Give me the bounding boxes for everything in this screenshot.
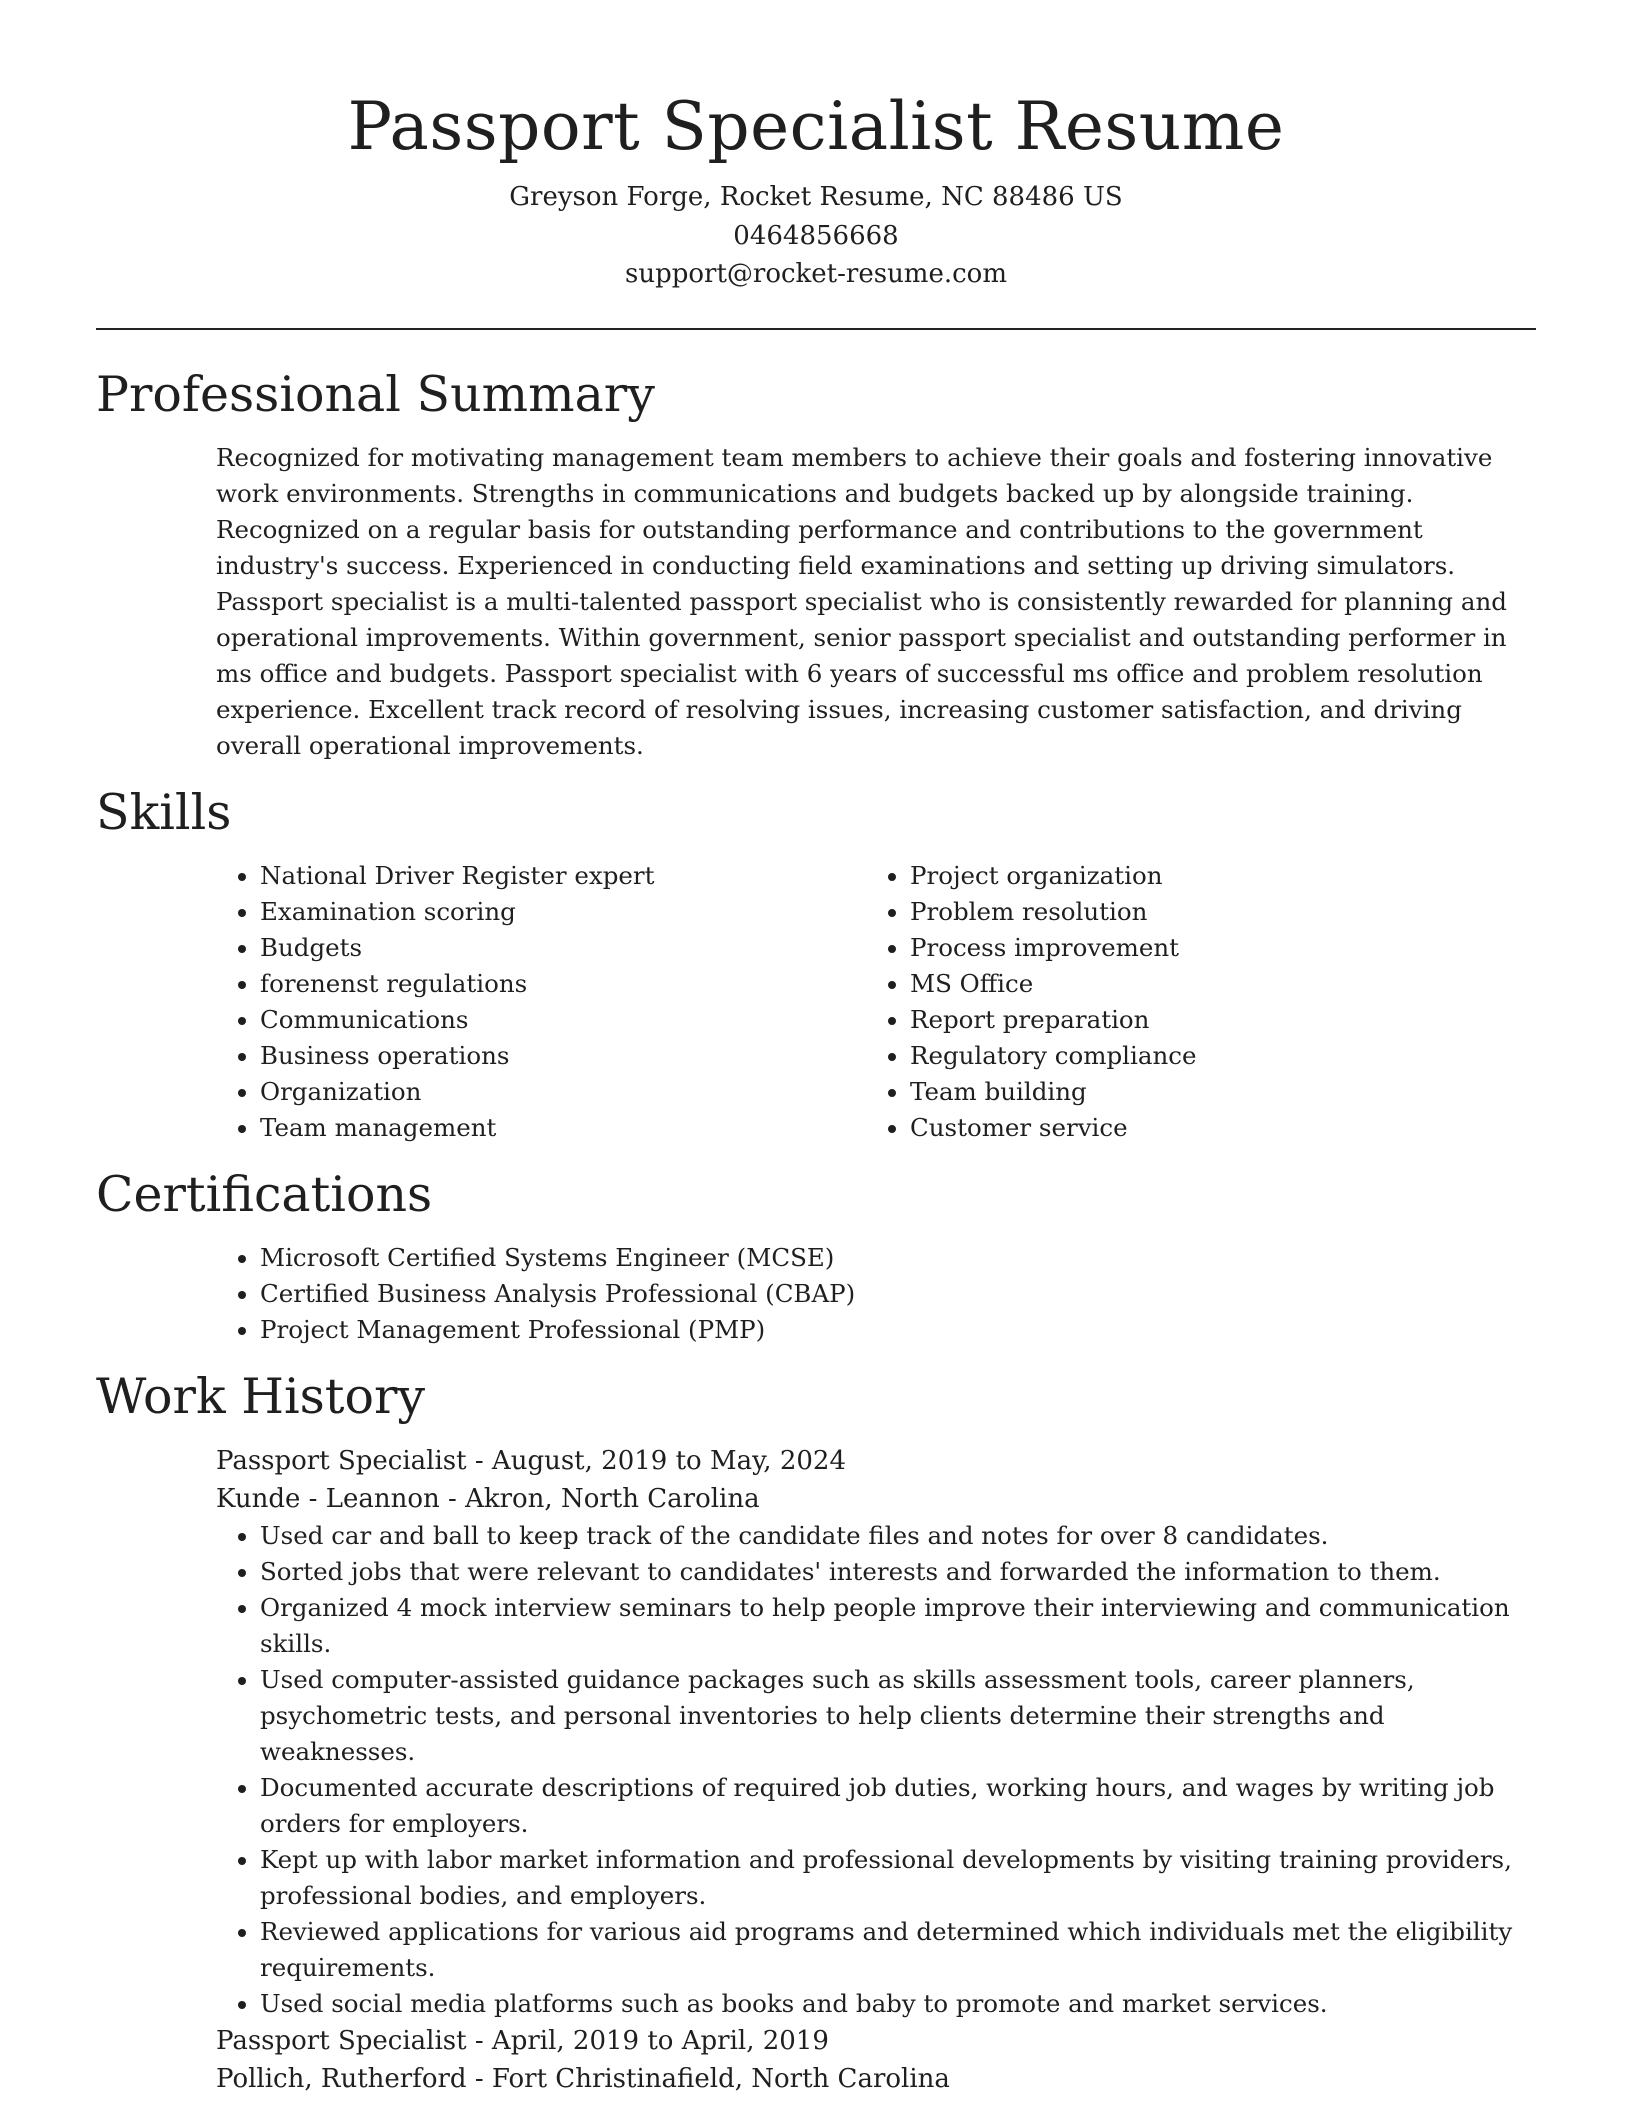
job-duty-item: • Sorted jobs that were relevant to candidates' interests and forwarded the information to them.: [260, 1554, 1536, 1590]
skill-item: • MS Office: [910, 966, 1516, 1002]
skill-item: • Process improvement: [910, 930, 1516, 966]
job-title-line: [216, 2022, 1536, 2060]
job-entry: [216, 2022, 1536, 2098]
resume-header: [96, 84, 1536, 294]
job-duty-item: • Used car and ball to keep track of the candidate files and notes for over 8 candidates.: [260, 1518, 1536, 1554]
job-company: Pollich, Rutherford: [216, 2063, 467, 2094]
email: support@rocket-resume.com: [624, 259, 1007, 289]
job-location: Fort Christinafield, North Carolina: [491, 2063, 950, 2094]
job-duty-item: • Used computer-assisted guidance packages such as skills assessment tools, career planners, psychometric tests, and personal inventories to help clients determine their strengths and weaknesses.: [260, 1662, 1536, 1770]
job-entry: [216, 1442, 1536, 2022]
phone: 0464856668: [733, 220, 899, 251]
separator: -: [474, 2025, 492, 2056]
skill-item: • forenenst regulations: [260, 966, 866, 1002]
separator: -: [474, 2063, 492, 2094]
summary-heading: Professional Summary: [96, 365, 655, 423]
skills-list-right: [866, 858, 1516, 1146]
skills-column-right: [866, 858, 1516, 1146]
job-title-line: [216, 1442, 1536, 1480]
certifications-list: [216, 1240, 1536, 1348]
skills-column-left: [216, 858, 866, 1146]
skill-item: • Project organization: [910, 858, 1516, 894]
certifications-section: [96, 1164, 1536, 1348]
job-duty-item: • Documented accurate descriptions of required job duties, working hours, and wages by writing job orders for employers.: [260, 1770, 1536, 1842]
skill-item: • Customer service: [910, 1110, 1516, 1146]
skill-item: • Problem resolution: [910, 894, 1516, 930]
job-company-line: [216, 2060, 1536, 2098]
separator: -: [448, 1483, 466, 1514]
skill-item: • Business operations: [260, 1038, 866, 1074]
separator: -: [474, 1445, 492, 1476]
contact-block: [96, 178, 1536, 294]
job-duty-item: • Organized 4 mock interview seminars to help people improve their interviewing and communication skills.: [260, 1590, 1536, 1662]
work-history-section: [96, 1366, 1536, 2098]
skill-item: • Team building: [910, 1074, 1516, 1110]
skill-item: • Examination scoring: [260, 894, 866, 930]
skill-item: • National Driver Register expert: [260, 858, 866, 894]
header-divider: [96, 328, 1536, 330]
page-title: Passport Specialist Resume: [347, 88, 1285, 165]
certification-item: • Project Management Professional (PMP): [260, 1312, 1536, 1348]
job-title: Passport Specialist: [216, 2025, 467, 2056]
job-duty-item: • Reviewed applications for various aid programs and determined which individuals met the eligibility requirements.: [260, 1914, 1536, 1986]
summary-text: Recognized for motivating management team members to achieve their goals and fostering innovative work environments. Strengths in communications and budgets backed up by alongside training. Recognized on a regular basis for outstanding performance and contributions to the government industry's success. Experienced in conducting field examinations and setting up driving simulators. Passport specialist is a multi-talented passport specialist who is consistently rewarded for planning and operational improvements. Within government, senior passport specialist and outstanding performer in ms office and budgets. Passport specialist with 6 years of successful ms office and problem resolution experience. Excellent track record of resolving issues, increasing customer satisfaction, and driving overall operational improvements.: [216, 442, 1507, 760]
summary-section: [96, 364, 1536, 764]
skills-grid: [216, 858, 1536, 1146]
job-title: Passport Specialist: [216, 1445, 467, 1476]
job-duty-item: • Used social media platforms such as books and baby to promote and market services.: [260, 1986, 1536, 2022]
job-dates: August, 2019 to May, 2024: [491, 1445, 847, 1476]
job-duties-list: [216, 1518, 1536, 2022]
skills-heading: Skills: [96, 783, 232, 841]
job-company: Kunde - Leannon: [216, 1483, 440, 1514]
skill-item: • Team management: [260, 1110, 866, 1146]
certifications-heading: Certifications: [96, 1165, 433, 1223]
job-dates: April, 2019 to April, 2019: [491, 2025, 829, 2056]
skill-item: • Budgets: [260, 930, 866, 966]
skill-item: • Regulatory compliance: [910, 1038, 1516, 1074]
skills-section: [96, 782, 1536, 1146]
skills-list-left: [216, 858, 866, 1146]
skill-item: • Communications: [260, 1002, 866, 1038]
certification-item: • Microsoft Certified Systems Engineer (MCSE): [260, 1240, 1536, 1276]
job-location: Akron, North Carolina: [465, 1483, 760, 1514]
work-history-heading: Work History: [96, 1367, 426, 1425]
address: Greyson Forge, Rocket Resume, NC 88486 US: [509, 182, 1123, 212]
job-company-line: [216, 1480, 1536, 1518]
job-duty-item: • Kept up with labor market information and professional developments by visiting training providers, professional bodies, and employers.: [260, 1842, 1536, 1914]
skill-item: • Organization: [260, 1074, 866, 1110]
skill-item: • Report preparation: [910, 1002, 1516, 1038]
certification-item: • Certified Business Analysis Professional (CBAP): [260, 1276, 1536, 1312]
